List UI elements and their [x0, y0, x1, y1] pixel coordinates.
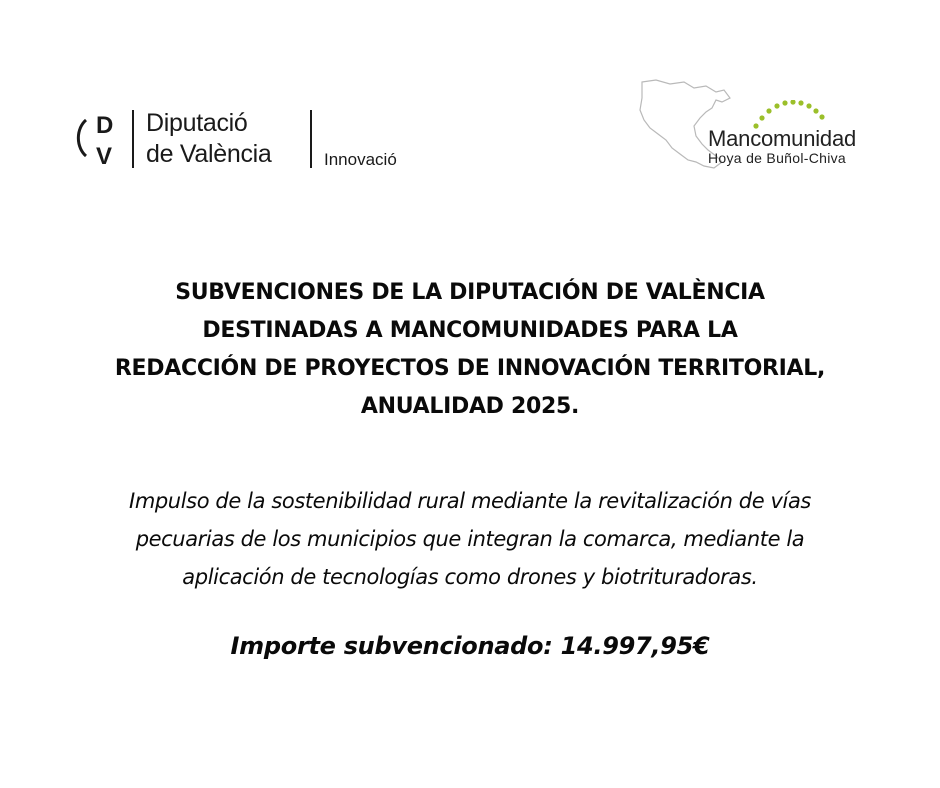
mancomunidad-title: Mancomunidad	[708, 126, 857, 151]
heading-line: ANUALIDAD 2025.	[360, 394, 580, 419]
diputacio-name-line2: de València	[146, 140, 272, 168]
heading-line: SUBVENCIONES DE LA DIPUTACIÓN DE VALÈNCIA	[175, 280, 765, 305]
diputacio-logo	[74, 106, 434, 176]
diputacio-name	[146, 108, 272, 170]
description-line: aplicación de tecnologías como drones y biotrituradoras.	[182, 565, 758, 589]
heading-line: DESTINADAS A MANCOMUNIDADES PARA LA	[202, 318, 738, 343]
description-line: pecuarias de los municipios que integran la comarca, mediante la	[135, 527, 805, 551]
diputacio-unit: Innovació	[324, 150, 397, 169]
mancomunidad-logo	[636, 78, 886, 178]
logo-divider	[310, 110, 312, 168]
project-description	[40, 482, 900, 596]
svg-text:V: V	[96, 143, 113, 168]
mancomunidad-subtitle: Hoya de Buñol-Chiva	[708, 150, 846, 166]
heading-line: REDACCIÓN DE PROYECTOS DE INNOVACIÓN TERRITORIAL,	[114, 356, 826, 381]
subsidy-amount: Importe subvencionado: 14.997,95€	[230, 632, 710, 660]
diputacio-name-line1: Diputació	[146, 109, 248, 137]
description-line: Impulso de la sostenibilidad rural mediante la revitalización de vías	[129, 489, 811, 513]
logo-divider	[132, 110, 134, 168]
svg-text:D: D	[96, 112, 114, 139]
dv-logo-mark	[74, 106, 122, 168]
page-heading	[40, 274, 900, 426]
